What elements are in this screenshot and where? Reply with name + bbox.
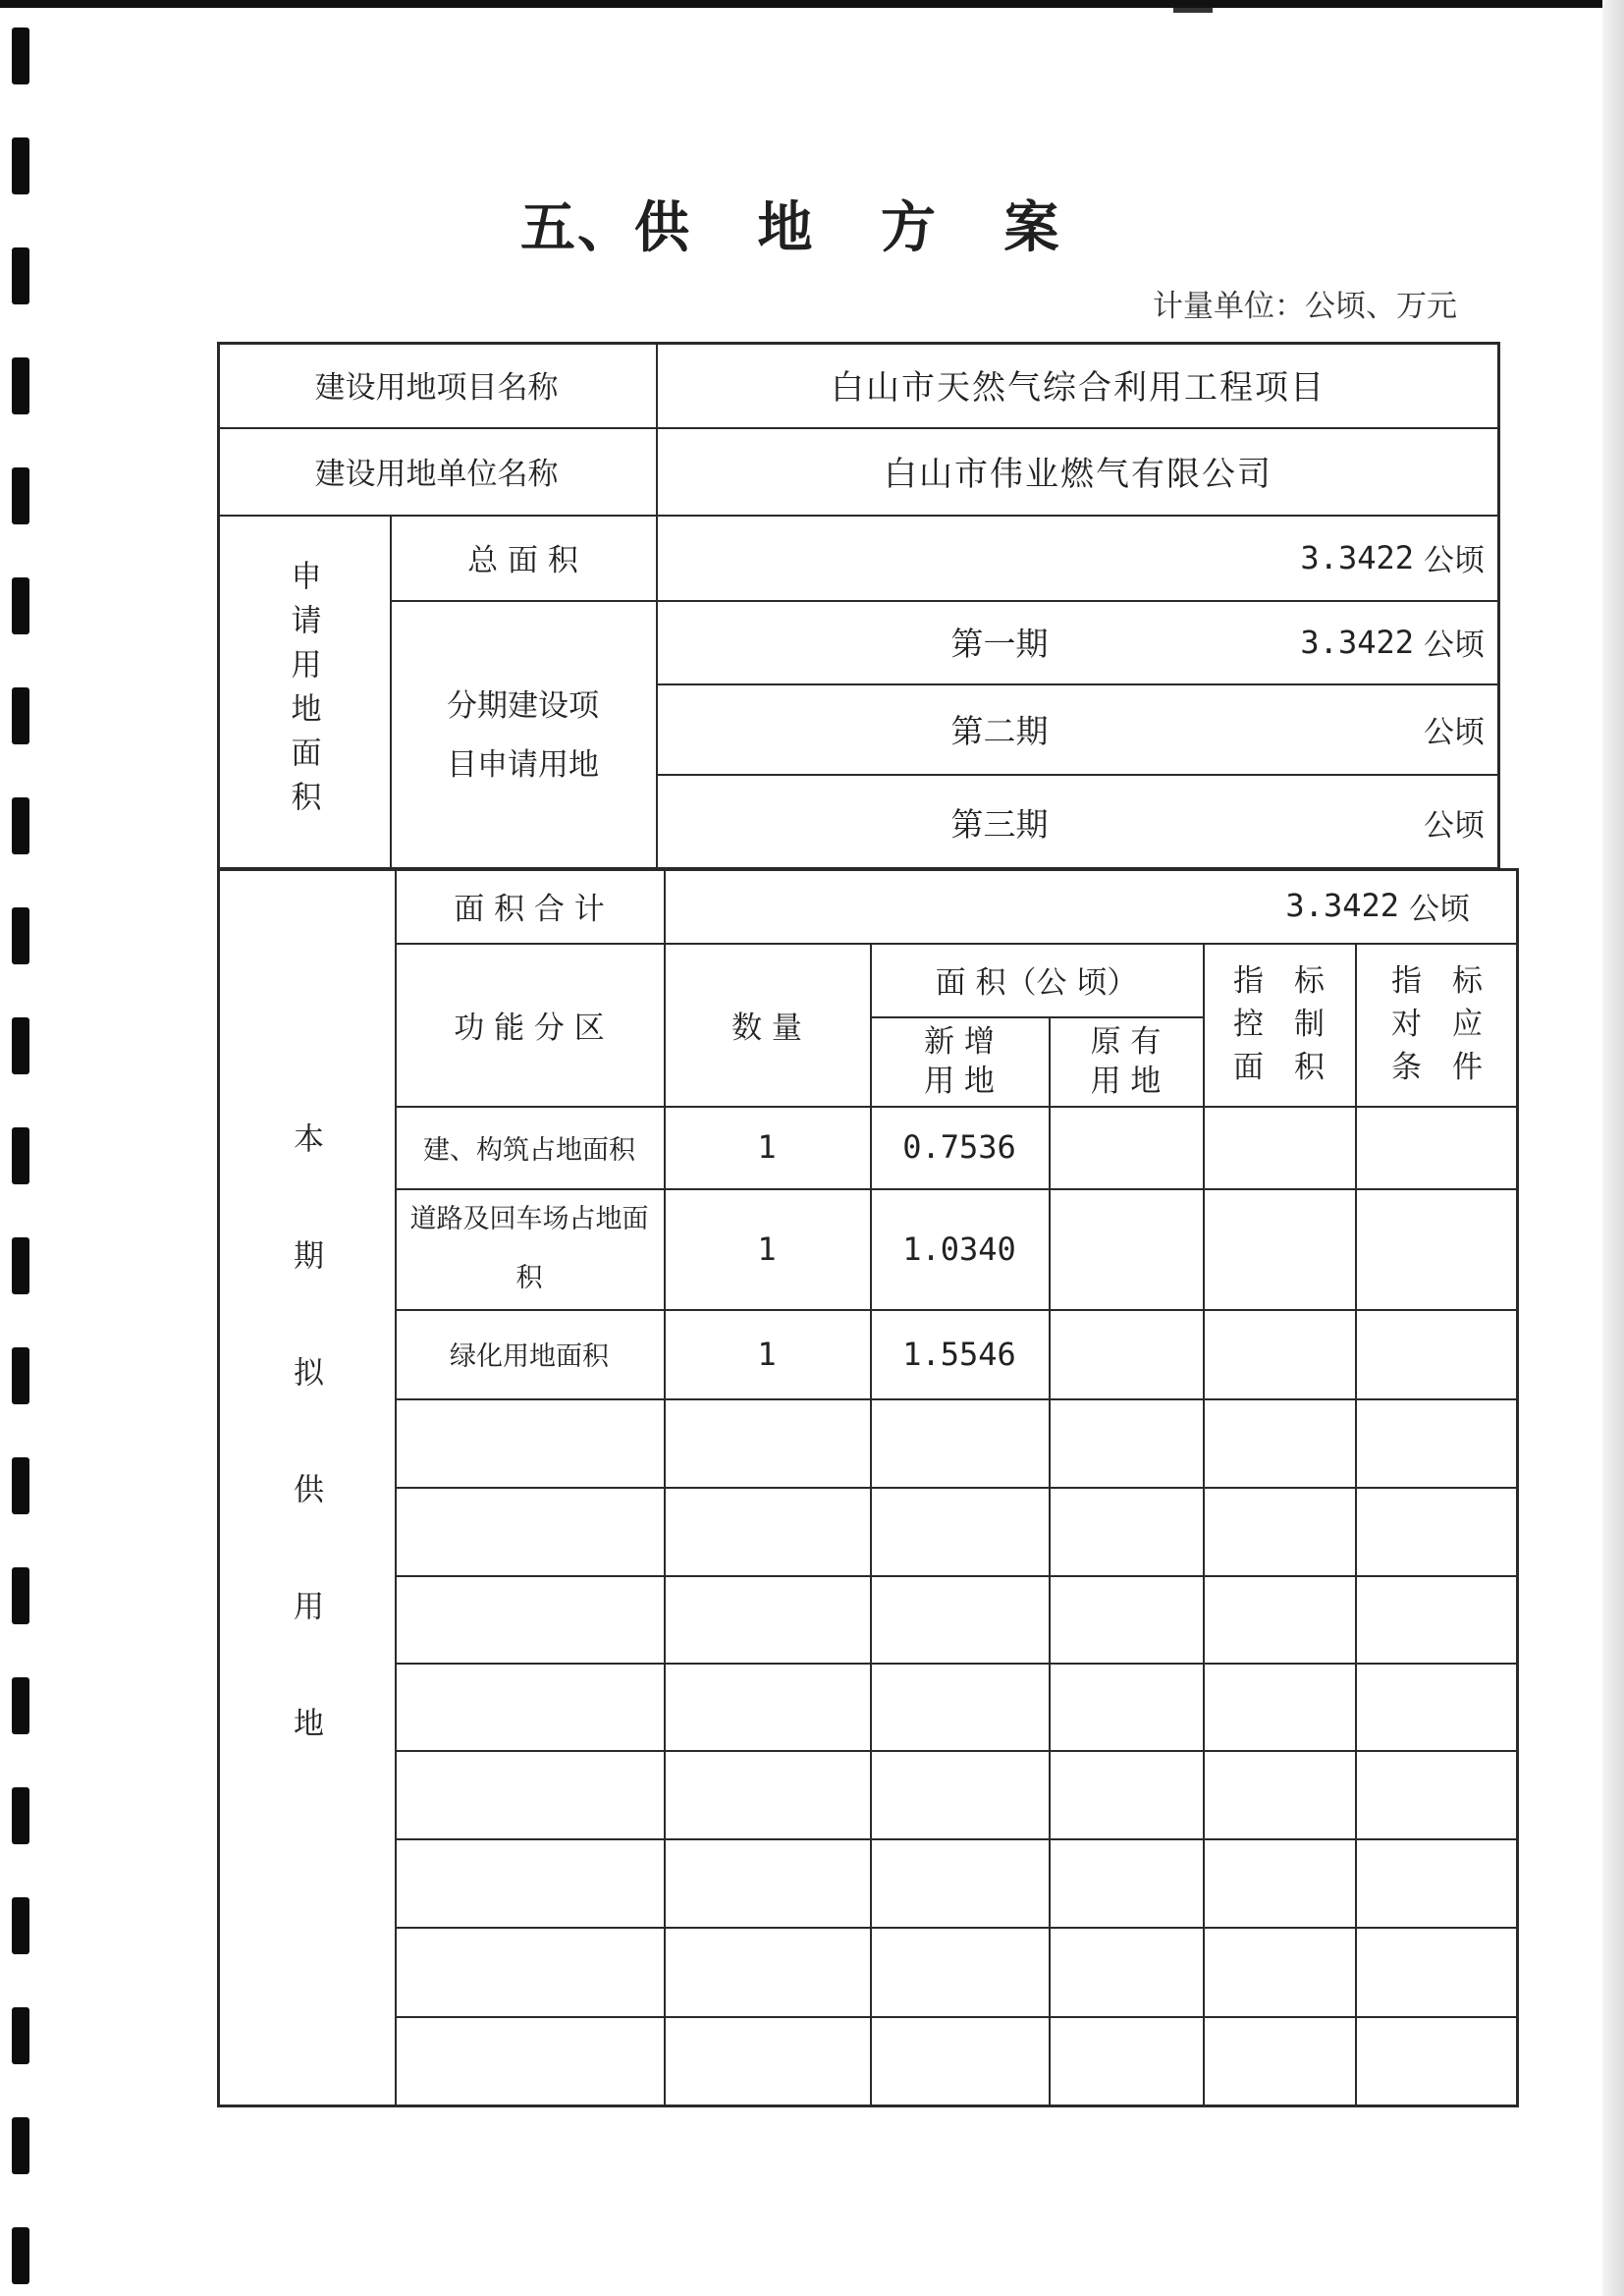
apply-total-value — [656, 515, 1500, 600]
binding-hole — [12, 1677, 29, 1734]
phase-3-label: 第三期 — [950, 804, 1049, 844]
phase-3-value — [1178, 774, 1500, 870]
header-index-area — [1203, 943, 1355, 1106]
phase-2-value — [1178, 683, 1500, 774]
row-2-count: 1 — [757, 1230, 777, 1268]
apply-total-label: 总 面 积 — [467, 543, 578, 578]
header-area: 面 积（公 顷） — [935, 965, 1138, 1001]
project-name-value: 白山市天然气综合利用工程项目 — [831, 368, 1326, 408]
binding-hole — [12, 797, 29, 854]
divider — [395, 2016, 1519, 2018]
apply-total-number: 3.3422 — [1300, 538, 1414, 576]
header-existing-land-line-2: 用 地 — [1090, 1063, 1162, 1099]
apply-side-label: 申请用地面积 — [285, 560, 321, 825]
scan-top-notch — [1173, 8, 1213, 13]
binding-hole — [12, 1347, 29, 1404]
unit-name-label: 建设用地单位名称 — [314, 457, 559, 492]
phase-1-value — [1178, 600, 1500, 683]
header-existing-land — [1049, 1016, 1203, 1106]
binding-hole — [12, 577, 29, 634]
binding-hole — [12, 1567, 29, 1624]
phased-label — [390, 600, 656, 870]
divider — [395, 1487, 1519, 1489]
binding-hole — [12, 2117, 29, 2174]
scan-right-edge — [1602, 0, 1624, 2296]
scan-top-edge — [0, 0, 1624, 8]
row-2-new-area: 1.0340 — [902, 1230, 1016, 1268]
header-index-condition-line-3: 条 件 — [1391, 1050, 1483, 1085]
row-1-new-area: 0.7536 — [902, 1128, 1016, 1166]
header-index-condition-line-2: 对 应 — [1391, 1007, 1483, 1042]
supply-side-label: 本期拟供用地 — [288, 1122, 323, 1824]
divider — [1355, 943, 1357, 2107]
divider — [1049, 1016, 1051, 2107]
row-1-zone: 建、构筑占地面积 — [423, 1134, 635, 1166]
header-index-condition-line-1: 指 标 — [1391, 963, 1483, 999]
binding-hole — [12, 27, 29, 84]
header-new-land-line-2: 用 地 — [924, 1063, 995, 1099]
phase-2-unit: 公顷 — [1424, 714, 1485, 750]
page-title: 五、供 地 方 案 — [520, 196, 1061, 260]
apply-total-unit: 公顷 — [1424, 543, 1485, 578]
binding-holes — [12, 0, 41, 2296]
header-index-area-line-1: 指 标 — [1233, 963, 1325, 999]
divider — [395, 1663, 1519, 1665]
phased-label-line-2: 目申请用地 — [447, 746, 599, 783]
unit-name-value: 白山市伟业燃气有限公司 — [884, 455, 1272, 494]
phase-1-number: 3.3422 — [1300, 623, 1414, 661]
supply-total-number: 3.3422 — [1285, 887, 1399, 924]
phase-2-label: 第二期 — [950, 711, 1049, 750]
phase-3-unit: 公顷 — [1424, 807, 1485, 844]
binding-hole — [12, 1897, 29, 1954]
binding-hole — [12, 1237, 29, 1294]
binding-hole — [12, 687, 29, 744]
phase-1-unit: 公顷 — [1424, 628, 1485, 663]
divider — [1203, 943, 1205, 2107]
binding-hole — [12, 1017, 29, 1074]
binding-hole — [12, 247, 29, 304]
binding-hole — [12, 1787, 29, 1844]
row-3-count: 1 — [757, 1335, 777, 1373]
divider — [395, 1750, 1519, 1752]
divider — [395, 1398, 1519, 1400]
header-index-condition — [1355, 943, 1519, 1106]
divider — [395, 1575, 1519, 1577]
header-index-area-line-3: 面 积 — [1233, 1050, 1325, 1085]
binding-hole — [12, 357, 29, 414]
binding-hole — [12, 2007, 29, 2064]
supply-total-unit: 公顷 — [1409, 891, 1470, 927]
row-3-new-area: 1.5546 — [902, 1335, 1016, 1373]
binding-hole — [12, 2227, 29, 2284]
binding-hole — [12, 1457, 29, 1514]
project-name-label: 建设用地项目名称 — [314, 370, 559, 406]
header-index-area-line-2: 控 制 — [1233, 1007, 1325, 1042]
binding-hole — [12, 137, 29, 194]
divider — [395, 1838, 1519, 1840]
supply-total-label: 面 积 合 计 — [454, 891, 605, 927]
row-1-count: 1 — [757, 1128, 777, 1166]
row-2-zone: 道路及回车场占地面积 — [409, 1203, 649, 1293]
header-existing-land-line-1: 原 有 — [1090, 1023, 1162, 1060]
divider — [395, 1927, 1519, 1929]
phase-1-label: 第一期 — [950, 625, 1049, 663]
binding-hole — [12, 907, 29, 964]
header-zone: 功 能 分 区 — [454, 1010, 605, 1046]
binding-hole — [12, 467, 29, 524]
unit-note: 计量单位：公顷、万元 — [1153, 289, 1457, 324]
row-3-zone: 绿化用地面积 — [450, 1341, 609, 1372]
header-new-land-line-1: 新 增 — [924, 1023, 995, 1060]
supply-total-value — [664, 868, 1519, 943]
binding-hole — [12, 1127, 29, 1184]
header-count: 数 量 — [731, 1010, 802, 1046]
phased-label-line-1: 分期建设项 — [447, 687, 599, 724]
header-new-land — [870, 1016, 1049, 1106]
